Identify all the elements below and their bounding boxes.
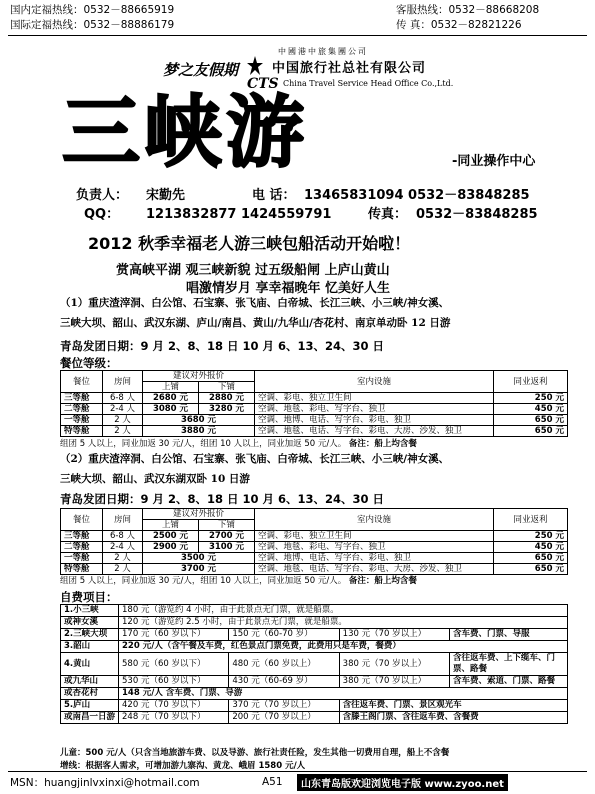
optional-title: 自费项目： xyxy=(60,590,118,604)
table-row xyxy=(61,629,568,641)
tour1-class-title: 餐位等级： xyxy=(60,356,118,370)
slogan-line2: 唱激情岁月 享幸福晚年 忆美好人生 xyxy=(186,281,391,296)
item-includes: 含车费、索道、门票、路餐 xyxy=(450,676,568,688)
item-includes: 含滕王阁门票、含往返车费、含餐费 xyxy=(339,712,567,724)
price-cell: 3680 元 xyxy=(143,415,255,426)
upper-cell: 2500 元 xyxy=(143,531,199,542)
item-price: 130 元（70 岁以上） xyxy=(339,629,449,641)
table-row xyxy=(61,700,568,712)
footer-banner: 山东青岛版欢迎浏览电子版 www.zyoo.net xyxy=(297,774,508,791)
room-cell: 2 人 xyxy=(103,564,143,575)
page-number: A51 xyxy=(262,776,283,788)
rebate-cell: 650 元 xyxy=(494,415,568,426)
lower-cell: 3100 元 xyxy=(199,542,255,553)
cabin-cell: 特等舱 xyxy=(61,426,103,437)
table-row xyxy=(61,688,568,700)
tour2-note-text: 组团 5 人以上，同业加返 30 元/人，组团 10 人以上，同业加返 50 元/人。 xyxy=(60,576,347,586)
item-name: 3.韶山 xyxy=(61,641,119,653)
optional-table xyxy=(60,604,568,724)
manager-name: 宋勤先 xyxy=(146,188,186,203)
price-cell: 3700 元 xyxy=(143,564,255,575)
table-row xyxy=(61,712,568,724)
cabin-cell: 一等舱 xyxy=(61,415,103,426)
facility-cell: 空调、地毯、彩电、写字台、独卫 xyxy=(255,542,494,553)
item-name: 5.庐山 xyxy=(61,700,119,712)
footer-rule xyxy=(8,771,587,772)
qq-value: 1213832877 1424559791 xyxy=(146,207,332,222)
domestic-hotline: 国内定福热线：0532－88665919 xyxy=(10,4,175,16)
header-price: 建议对外报价 xyxy=(143,371,255,382)
header-rebate: 同业返利 xyxy=(494,371,568,393)
price-cell: 3880 元 xyxy=(143,426,255,437)
service-hotline: 客服热线：0532－88668208 xyxy=(396,4,540,16)
header-rebate: 同业返利 xyxy=(494,509,568,531)
item-name: 1.小三峡 xyxy=(61,605,119,617)
facility-cell: 空调、彩电、独立卫生间 xyxy=(255,531,494,542)
extra-note: 增线：根据客人需求，可增加游九寨沟、黄龙、峨眉 1580 元/人 xyxy=(60,761,306,771)
header-cabin: 餐位 xyxy=(61,509,103,531)
tour2-note-bold: 备注：船上均含餐 xyxy=(348,576,417,586)
item-price: 530 元（60 岁以下） xyxy=(119,676,229,688)
tour2-route xyxy=(60,449,570,489)
qq-label: QQ： xyxy=(84,207,120,222)
header-room: 房间 xyxy=(103,509,143,531)
cabin-cell: 二等舱 xyxy=(61,542,103,553)
header-lower: 下铺 xyxy=(199,382,255,393)
rebate-cell: 650 元 xyxy=(494,553,568,564)
item-includes: 含车费、门票、导服 xyxy=(450,629,568,641)
facility-cell: 空调、地毯、彩电、写字台、独卫 xyxy=(255,404,494,415)
cabin-cell: 二等舱 xyxy=(61,404,103,415)
international-hotline: 国际定福热线：0532－88886179 xyxy=(10,19,175,31)
item-name: 或九华山 xyxy=(61,676,119,688)
cabin-cell: 三等舱 xyxy=(61,393,103,404)
room-cell: 2-4 人 xyxy=(103,404,143,415)
item-price: 380 元（70 岁以上） xyxy=(339,676,449,688)
facility-cell: 空调、地毯、电话、写字台、彩电、大房、沙发、独卫 xyxy=(255,564,494,575)
item-price: 430 元（60-69 岁） xyxy=(229,676,339,688)
item-detail: 148 元/人 含车费、门票、导游 xyxy=(119,688,568,700)
rebate-cell: 250 元 xyxy=(494,531,568,542)
facility-cell: 空调、地毯、电话、写字台、彩电、大房、沙发、独卫 xyxy=(255,426,494,437)
header-facility: 室内设施 xyxy=(255,371,494,393)
table-row xyxy=(61,542,568,553)
tour2-dates: 青岛发团日期：9 月 2、8、18 日 10 月 6、13、24、30 日 xyxy=(60,492,385,506)
header-facility: 室内设施 xyxy=(255,509,494,531)
fax-hotline: 传 真：0532－82821226 xyxy=(396,19,522,31)
lower-cell: 2880 元 xyxy=(199,393,255,404)
item-includes: 含往返车费、门票、景区观光车 xyxy=(339,700,567,712)
facility-cell: 空调、地博、电话、写字台、彩电、独卫 xyxy=(255,415,494,426)
table-row xyxy=(61,676,568,688)
tour2-note xyxy=(60,574,417,586)
item-price: 370 元（70 岁以上） xyxy=(229,700,339,712)
fax-label: 传真： xyxy=(368,207,408,222)
item-detail: 220 元/人（含午餐及车费，红色景点门票免费，此费用只是车费，餐费） xyxy=(119,641,568,653)
tour2-price-table xyxy=(60,508,568,575)
rebate-cell: 650 元 xyxy=(494,426,568,437)
item-price: 580 元（60 岁以下） xyxy=(119,653,229,676)
header-lower: 下铺 xyxy=(199,520,255,531)
table-row xyxy=(61,553,568,564)
room-cell: 2 人 xyxy=(103,553,143,564)
table-row xyxy=(61,617,568,629)
upper-cell: 2900 元 xyxy=(143,542,199,553)
table-row xyxy=(61,404,568,415)
item-name: 或南昌一日游 xyxy=(61,712,119,724)
slogan-line1: 赏高峡平湖 观三峡新貌 过五级船闸 上庐山黄山 xyxy=(116,263,390,278)
headline: 2012 秋季幸福老人游三峡包船活动开始啦！ xyxy=(88,234,411,253)
item-price: 420 元（70 岁以下） xyxy=(119,700,229,712)
item-price: 150 元（60-70 岁） xyxy=(229,629,339,641)
item-name: 或杏花村 xyxy=(61,688,119,700)
brand-tagline: 梦之友假期 xyxy=(163,61,239,79)
rebate-cell: 450 元 xyxy=(494,404,568,415)
phone-label: 电 话： xyxy=(252,188,296,203)
tour1-price-table xyxy=(60,370,568,437)
cabin-cell: 特等舱 xyxy=(61,564,103,575)
item-name: 或神女溪 xyxy=(61,617,119,629)
table-row xyxy=(61,393,568,404)
room-cell: 6-8 人 xyxy=(103,531,143,542)
item-name: 2.三峡大坝 xyxy=(61,629,119,641)
facility-cell: 空调、彩电、独立卫生间 xyxy=(255,393,494,404)
item-price: 200 元（70 岁以上） xyxy=(229,712,339,724)
item-detail: 120 元（游览约 2.5 小时，由于此景点无门票，就是船票。 xyxy=(119,617,568,629)
room-cell: 2 人 xyxy=(103,426,143,437)
rebate-cell: 450 元 xyxy=(494,542,568,553)
cabin-cell: 一等舱 xyxy=(61,553,103,564)
brand-agency: 中国旅行社总社有限公司 xyxy=(272,61,427,76)
cts-star-icon xyxy=(246,55,264,77)
tour1-note-bold: 备注：船上均含餐 xyxy=(348,439,417,449)
table-row xyxy=(61,564,568,575)
rebate-cell: 650 元 xyxy=(494,564,568,575)
cabin-cell: 三等舱 xyxy=(61,531,103,542)
brand-group: 中國港中旅集團公司 xyxy=(278,47,368,56)
rebate-cell: 250 元 xyxy=(494,393,568,404)
table-row xyxy=(61,641,568,653)
facility-cell: 空调、地博、电话、写字台、彩电、独卫 xyxy=(255,553,494,564)
table-row xyxy=(61,605,568,617)
tour1-note-text: 组团 5 人以上，同业加返 30 元/人，组团 10 人以上，同业加返 50 元/人。 xyxy=(60,439,347,449)
item-price: 380 元（70 岁以上） xyxy=(339,653,449,676)
child-note: 儿童：500 元/人（只含当地旅游车费、以及导游、旅行社责任险，发生其他一切费用自理，船上不含餐 xyxy=(60,748,450,758)
header-cabin: 餐位 xyxy=(61,371,103,393)
upper-cell: 2680 元 xyxy=(143,393,199,404)
title-suffix: -同业操作中心 xyxy=(452,154,536,169)
tour2-route-line1: （2）重庆渣滓洞、白公馆、石宝寨、张飞庙、白帝城、长江三峡、小三峡/神女溪、 xyxy=(60,453,450,465)
tour1-route xyxy=(60,293,570,333)
main-title: 三峡游 xyxy=(62,88,309,178)
tour2-route-line2: 三峡大坝、韶山、武汉东湖双卧 10 日游 xyxy=(60,473,250,485)
phone-value: 13465831094 0532－83848285 xyxy=(304,188,530,203)
lower-cell: 3280 元 xyxy=(199,404,255,415)
header-upper: 上铺 xyxy=(143,520,199,531)
item-detail: 180 元（游览约 4 小时，由于此景点无门票，就是船票。 xyxy=(119,605,568,617)
msn-contact: MSN：huangjinlvxinxi@hotmail.com xyxy=(10,777,200,789)
brand-logo: CTS xyxy=(247,76,279,92)
table-row xyxy=(61,653,568,676)
item-price: 170 元（60 岁以下） xyxy=(119,629,229,641)
tour1-dates: 青岛发团日期：9 月 2、8、18 日 10 月 6、13、24、30 日 xyxy=(60,339,385,353)
header-upper: 上铺 xyxy=(143,382,199,393)
item-includes: 含往返车费、上下缆车、门票、路餐 xyxy=(450,653,568,676)
item-price: 480 元（60 岁以上） xyxy=(229,653,339,676)
lower-cell: 2700 元 xyxy=(199,531,255,542)
room-cell: 2 人 xyxy=(103,415,143,426)
tour1-route-line2: 三峡大坝、韶山、武汉东湖、庐山/南昌、黄山/九华山/杏花村、南京单动卧 12 日游 xyxy=(60,317,451,329)
table-row xyxy=(61,426,568,437)
price-cell: 3500 元 xyxy=(143,553,255,564)
brand-english: China Travel Service Head Office Co.,Ltd. xyxy=(283,79,454,88)
header-room: 房间 xyxy=(103,371,143,393)
fax-value: 0532－83848285 xyxy=(416,207,538,222)
item-name: 4.黄山 xyxy=(61,653,119,676)
table-row xyxy=(61,415,568,426)
header-rule xyxy=(8,35,587,36)
manager-label: 负责人： xyxy=(76,188,129,203)
upper-cell: 3080 元 xyxy=(143,404,199,415)
table-row xyxy=(61,531,568,542)
tour1-note xyxy=(60,437,417,449)
tour1-route-line1: （1）重庆渣滓洞、白公馆、石宝寨、张飞庙、白帝城、长江三峡、小三峡/神女溪、 xyxy=(60,297,450,309)
header-price: 建议对外报价 xyxy=(143,509,255,520)
room-cell: 2-4 人 xyxy=(103,542,143,553)
room-cell: 6-8 人 xyxy=(103,393,143,404)
item-price: 248 元（70 岁以下） xyxy=(119,712,229,724)
